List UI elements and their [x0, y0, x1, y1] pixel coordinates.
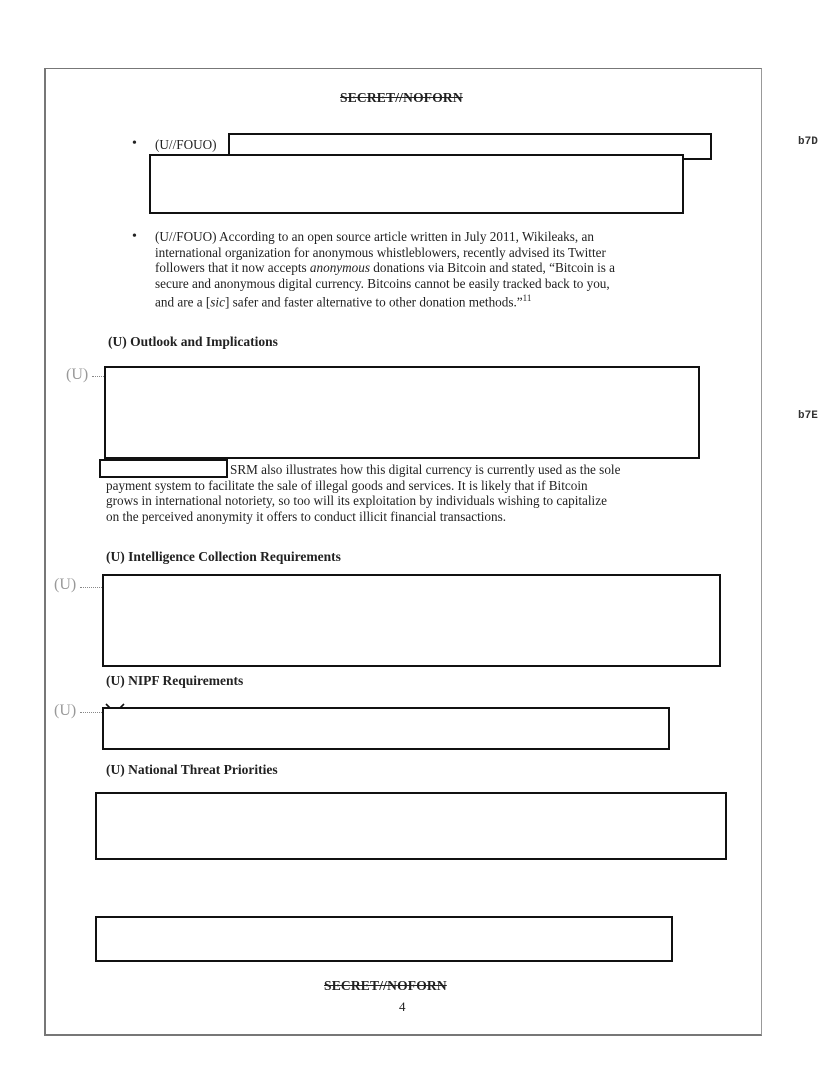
- header-classification: SECRET//NOFORN: [340, 90, 463, 105]
- text-line: secure and anonymous digital currency. Bitcoins cannot be easily tracked back to you,: [155, 275, 610, 291]
- redaction-box: [104, 366, 700, 459]
- section-heading-threat: (U) National Threat Priorities: [106, 762, 278, 777]
- footnote-ref: 11: [522, 293, 532, 304]
- text-line: payment system to facilitate the sale of illegal goods and services. It is likely that if Bitcoin: [106, 477, 588, 493]
- text-line: grows in international notoriety, so too will its exploitation by individuals wishing to capitalize: [106, 493, 607, 509]
- bullet-1-prefix: (U//FOUO): [155, 137, 217, 152]
- bullet-dot: •: [132, 229, 137, 244]
- text-line: followers that it now accepts anonymous donations via Bitcoin and stated, “Bitcoin is a: [155, 260, 616, 276]
- emphasis: anonymous: [309, 260, 370, 276]
- section-heading-intel: (U) Intelligence Collection Requirements: [106, 549, 341, 564]
- margin-code-b7d: b7D: [798, 136, 818, 148]
- text-line: on the perceived anonymity it offers to conduct illicit financial transactions.: [106, 508, 507, 524]
- outlook-paragraph: [106, 462, 716, 524]
- emphasis: sic: [210, 294, 225, 310]
- redaction-box: [149, 154, 684, 214]
- redaction-box: [102, 574, 721, 667]
- footer-classification: SECRET//NOFORN: [324, 978, 447, 993]
- portion-marker: (U): [66, 366, 89, 383]
- text-line: (U//FOUO) According to an open source article written in July 2011, Wikileaks, an: [155, 229, 594, 244]
- text-line: SRM also illustrates how this digital currency is currently used as the sole: [230, 462, 621, 477]
- redaction-box: [95, 792, 727, 860]
- bullet-2-text: [155, 229, 715, 310]
- portion-marker: (U): [54, 576, 77, 593]
- text-line: and are a [sic] safer and faster alternative to other donation methods.”$^{11}$: [155, 293, 532, 310]
- redaction-box: [102, 707, 670, 750]
- bullet-dot: •: [132, 136, 137, 151]
- redaction-box: [95, 916, 673, 962]
- portion-marker: (U): [54, 702, 77, 719]
- text-line: international organization for anonymous whistleblowers, recently advised its Twitter: [155, 244, 606, 260]
- page-number: 4: [399, 999, 406, 1014]
- section-heading-outlook: (U) Outlook and Implications: [108, 334, 278, 349]
- section-heading-nipf: (U) NIPF Requirements: [106, 673, 244, 688]
- margin-code-b7e: b7E: [798, 410, 818, 422]
